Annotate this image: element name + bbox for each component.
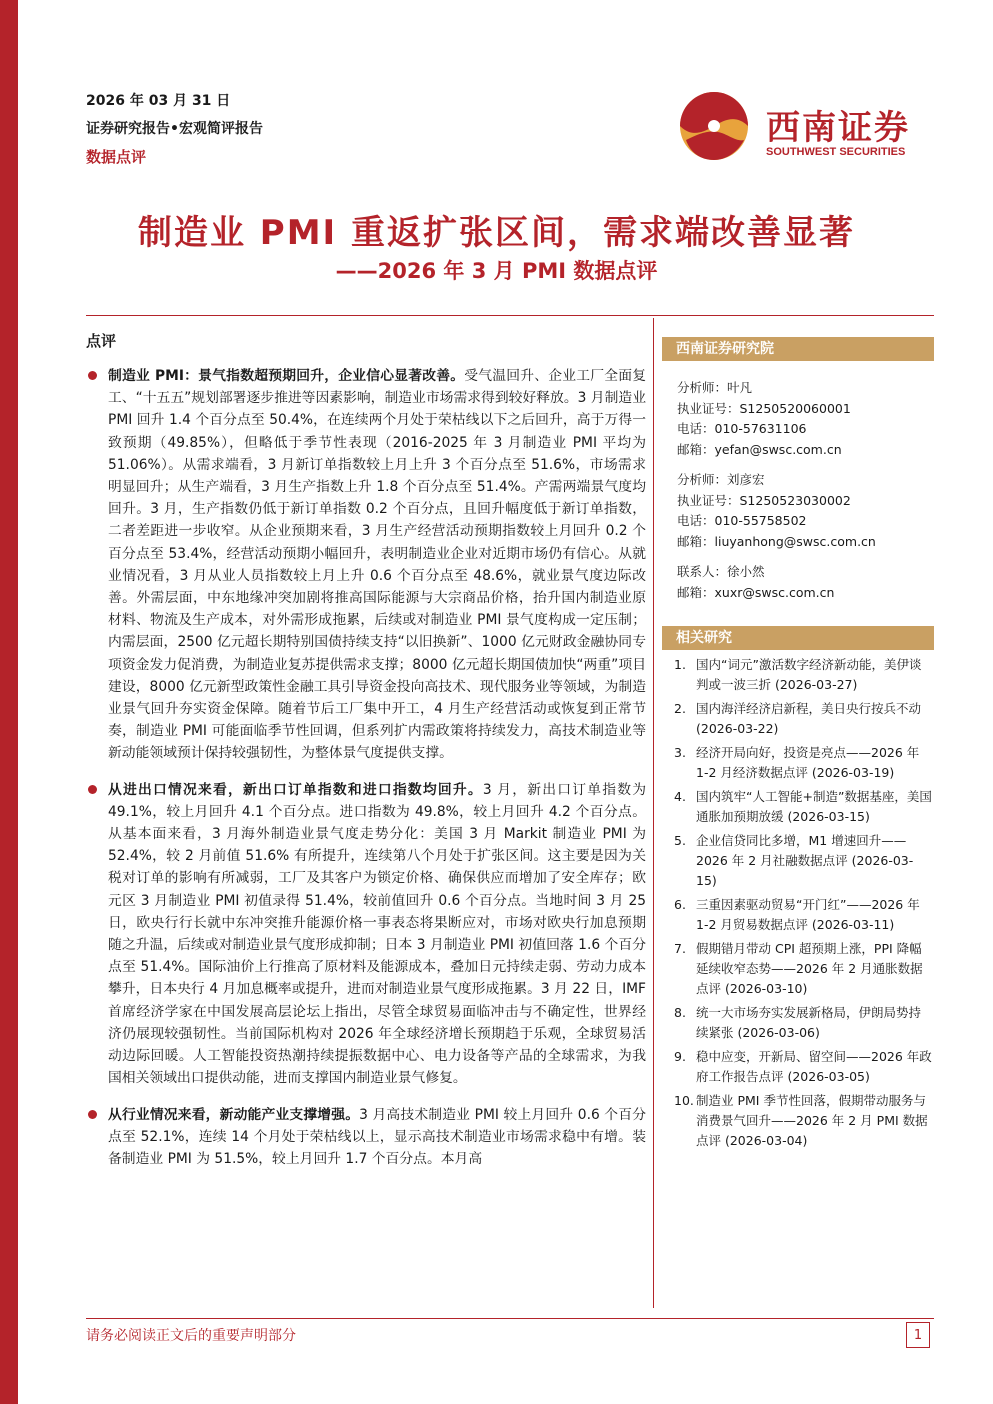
- analyst-info: [677, 378, 927, 603]
- related-item[interactable]: 9. 稳中应变，开新局、留空间——2026 年政府工作报告点评 (2026-03-05): [674, 1049, 932, 1084]
- section-heading: 点评: [86, 332, 117, 350]
- report-category: 数据点评: [86, 148, 147, 166]
- paragraph-text: 3 月高技术制造业 PMI 较上月回升 0.6 个百分点至 52.1%，连续 14 个月处于荣枯线以上，显示高技术制造业市场需求稳中有增。装备制造业 PMI 为 51.5%，较上月回升 1.7 个百分点。本月高: [108, 1106, 646, 1167]
- related-item[interactable]: 2. 国内海洋经济启新程，美日央行按兵不动 (2026-03-22): [674, 701, 922, 736]
- logo-name-en: SOUTHWEST SECURITIES: [766, 146, 906, 158]
- body-paragraph: [86, 365, 646, 765]
- footer-disclaimer: 请务必阅读正文后的重要声明部分: [86, 1328, 296, 1344]
- body-paragraph: [86, 779, 646, 1090]
- paragraph-lead: 从行业情况来看，新动能产业支撑增强。: [108, 1106, 360, 1123]
- related-item[interactable]: 7. 假期错月带动 CPI 超预期上涨，PPI 降幅延续收窄态势——2026 年 2 月通胀数据点评 (2026-03-10): [674, 941, 923, 996]
- paragraph-text: 受气温回升、企业工厂全面复工、“十五五”规划部署逐步推进等因素影响，制造业市场需求得到较好释放。3 月制造业 PMI 回升 1.4 个百分点至 50.4%，在连续两个月处于荣枯线以下之后回升，高于万得一致预期（49.85%），但略低于季节性表现（2016-2025 年 3 月制造业 PMI 平均为 51.06%）。从需求端看，3 月新订单指数较上月上升 3 个百分点至 51.6%，市场需求明显回升；从生产端看，3 月生产指数上升 1.8 个百分点至 51.4%。产需两端景气度均回升。3 月，生产指数仍低于新订单指数 0.2 个百分点，且回升幅度低于新订单指数，二者差距进一步收窄。从企业预期来看，3 月生产经营活动预期指数较上月回升 0.2 个百分点至 53.4%，经营活动预期小幅回升，表明制造业企业对近期市场仍有信心。从就业情况看，3 月从业人员指数较上月上升 0.6 个百分点至 48.6%，就业景气度边际改善。外需层面，中东地缘冲突加剧将推高国际能源与大宗商品价格，抬升国内制造业原材料、物流及生产成本，对外需形成拖累，后续或对制造业 PMI 景气度构成一定压制；内需层面，2500 亿元超长期特别国债持续支持“以旧换新”、1000 亿元财政金融协同专项资金发力促消费，为制造业复苏提供需求支撑；8000 亿元超长期国债加快“两重”项目建设，8000 亿元新型政策性金融工具引导资金投向高技术、现代服务业等领域，为制造业景气回升夯实资金保障。随着节后工厂集中开工，4 月生产经营活动或恢复到正常节奏，制造业 PMI 可能面临季节性回调，但系列扩内需政策将持续发力，高技术制造业等新动能领域预计保持较强韧性，为整体景气度提供支撑。: [108, 368, 647, 762]
- header-divider: [86, 315, 934, 316]
- analyst-license: 执业证号：S1250523030002: [677, 492, 851, 508]
- bullet-dot-icon: [88, 785, 97, 794]
- related-item[interactable]: 10. 制造业 PMI 季节性回落，假期带动服务与消费景气回升——2026 年 2 月 PMI 数据点评 (2026-03-04): [674, 1093, 928, 1148]
- related-item[interactable]: 5. 企业信贷同比多增，M1 增速回升——2026 年 2 月社融数据点评 (2026-03-15): [674, 833, 914, 888]
- analyst-phone: 电话：010-57631106: [677, 421, 807, 436]
- logo-emblem-icon: [678, 90, 750, 162]
- contact-name: 联系人：徐小然: [677, 564, 765, 579]
- page-number: 1: [906, 1322, 930, 1348]
- report-title: 制造业 PMI 重返扩张区间，需求端改善显著: [137, 213, 856, 253]
- company-logo: [678, 88, 923, 168]
- institute-header: 西南证券研究院: [662, 337, 934, 361]
- related-research-list: [674, 655, 932, 1155]
- related-item[interactable]: 3. 经济开局向好，投资是亮点——2026 年 1-2 月经济数据点评 (2026-03-19): [674, 745, 920, 780]
- analyst-name: 分析师：刘彦宏: [677, 472, 765, 487]
- column-divider: [653, 318, 654, 1308]
- analyst-email[interactable]: 邮箱：yefan@swsc.com.cn: [677, 441, 842, 457]
- contact-email[interactable]: 邮箱：xuxr@swsc.com.cn: [677, 584, 835, 600]
- related-item[interactable]: 8. 统一大市场夯实发展新格局，伊朗局势持续紧张 (2026-03-06): [674, 1005, 922, 1040]
- analyst-license: 执业证号：S1250520060001: [677, 400, 851, 416]
- analyst-phone: 电话：010-55758502: [677, 513, 807, 528]
- body-paragraph: [86, 1104, 646, 1171]
- report-subtitle: ——2026 年 3 月 PMI 数据点评: [335, 259, 658, 283]
- report-type: 证券研究报告•宏观简评报告: [86, 121, 263, 137]
- report-date: 2026 年 03 月 31 日: [86, 93, 231, 109]
- main-body: [86, 365, 646, 1184]
- analyst-name: 分析师：叶凡: [677, 380, 753, 395]
- paragraph-text: 3 月，新出口订单指数为 49.1%，较上月回升 4.1 个百分点。进口指数为 49.8%，较上月回升 4.2 个百分点。从基本面来看，3 月海外制造业景气度走势分化：美国 3 月 Markit 制造业 PMI 为 52.4%，较 2 月前值 51.6% 有所提升，连续第八个月处于扩张区间。这主要是因为关税对订单的影响有所减弱，工厂及其客户为锁定价格、确保供应而增加了安全库存；欧元区 3 月制造业 PMI 初值录得 51.4%，较前值回升 0.6 个百分点。当地时间 3 月 25 日，欧央行行长就中东冲突推升能源价格一事表态将果断应对，市场对欧央行加息预期随之升温，后续或对制造业景气度形成抑制；日本 3 月制造业 PMI 初值回落 1.6 个百分点至 51.4%。国际油价上行推高了原材料及能源成本，叠加日元持续走弱、劳动力成本攀升，日本央行 4 月加息概率或提升，进而对制造业景气度形成拖累。3 月 22 日，IMF 首席经济学家在中国发展高层论坛上指出，尽管全球贸易面临冲击与不确定性，世界经济仍展现较强韧性。当前国际机构对 2026 年全球经济增长预期趋于乐观，全球贸易活动边际回暖。人工智能投资热潮持续提振数据中心、电力设备等产品的全球需求，为我国相关领域出口提供动能，进而支撑国内制造业景气修复。: [108, 781, 647, 1087]
- related-item[interactable]: 4. 国内筑牢“人工智能+制造”数据基座，美国通胀加预期放缓 (2026-03-15): [674, 789, 932, 824]
- related-item[interactable]: 6. 三重因素驱动贸易“开门红”——2026 年 1-2 月贸易数据点评 (2026-03-11): [674, 897, 920, 932]
- related-item[interactable]: 1. 国内“词元”激活数字经济新动能，美伊谈判或一波三折 (2026-03-27): [674, 657, 922, 692]
- bullet-dot-icon: [88, 371, 97, 380]
- logo-name-cn: 西南证券: [766, 108, 910, 148]
- footer-divider: [86, 1318, 934, 1319]
- related-research-header: 相关研究: [662, 626, 934, 650]
- paragraph-lead: 从进出口情况来看，新出口订单指数和进口指数均回升。: [108, 781, 483, 798]
- bullet-dot-icon: [88, 1110, 97, 1119]
- analyst-email[interactable]: 邮箱：liuyanhong@swsc.com.cn: [677, 533, 876, 549]
- paragraph-lead: 制造业 PMI：景气指数超预期回升，企业信心显著改善。: [108, 368, 465, 384]
